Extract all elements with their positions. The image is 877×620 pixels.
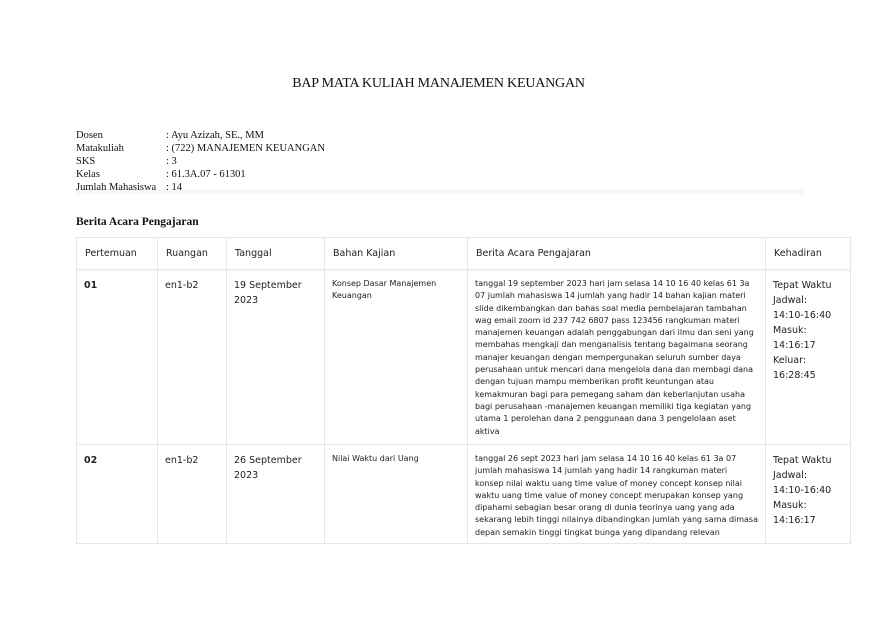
kehadiran-masuk-label: Masuk:	[773, 500, 807, 511]
info-row-matakuliah	[76, 142, 804, 155]
cell-bahan-kajian: Nilai Waktu dari Uang	[325, 445, 468, 544]
cell-bahan-kajian: Konsep Dasar Manajemen Keuangan	[325, 270, 468, 445]
header-tanggal: Tanggal	[227, 238, 325, 270]
cell-ruangan: en1-b2	[158, 445, 227, 544]
berita-acara-text: tanggal 26 sept 2023 hari jam selasa 14 10 16 40 kelas 61 3a 07 jumlah mahasiswa 14 jumlah yang hadir 14 rangkuman materi konsep nilai waktu uang time value of money concept konsep nilai waktu uang time value of money concept merupakan konsep yang dipahami sebagian besar orang di dunia teorinya uang yang ada sekarang lebih tinggi nilainya dibandingkan jumlah yang sama dimasa depan semakin tinggi tingkat bunga yang dipandang relevan	[475, 454, 758, 537]
header-bahan-kajian: Bahan Kajian	[325, 238, 468, 270]
kehadiran-jadwal-label: Jadwal:	[773, 295, 808, 306]
header-kehadiran: Kehadiran	[766, 238, 851, 270]
course-info	[76, 129, 804, 194]
info-label: Matakuliah	[76, 143, 124, 154]
info-label: SKS	[76, 156, 96, 167]
header-pertemuan: Pertemuan	[77, 238, 158, 270]
kehadiran-jadwal-value: 14:10-16:40	[773, 485, 832, 496]
info-label: Kelas	[76, 169, 100, 180]
info-value: : 14	[166, 182, 183, 193]
kehadiran-jadwal-label: Jadwal:	[773, 470, 808, 481]
table-row	[77, 270, 851, 445]
header-berita-acara: Berita Acara Pengajaran	[468, 238, 766, 270]
kehadiran-keluar-label: Keluar:	[773, 355, 807, 366]
header-ruangan: Ruangan	[158, 238, 227, 270]
cell-tanggal: 19 September 2023	[227, 270, 325, 445]
cell-pertemuan: 01	[77, 270, 158, 445]
cell-berita-acara: tanggal 19 september 2023 hari jam selasa 14 10 16 40 kelas 61 3a 07 jumlah mahasiswa 14 jumlah yang hadir 14 bahan kajian materi slide dikembangkan dan bahas soal media pembelajaran tambahan wag email zoom id 237 742 6807 pass 123456 rangkuman materi manajemen keuangan adalah penggabungan dari ilmu dan seni yang membahas mengkaji dan menganalisis tentang bagaimana seorang manajer keuangan dengan mempergunakan seluruh sumber daya perusahaan untuk mencari dana mengelola dana dan membagi dana dengan tujuan mampu memberikan profit keuntungan atau kemakmuran bagi para pemegang saham dan keberlanjutan usaha bagi perusahaan -manajemen keuangan memiliki tiga kegiatan yang utama 1 perolehan dana 2 penggunaan dana 3 pengelolaan aset aktiva	[468, 270, 766, 445]
info-row-kelas	[76, 168, 804, 181]
page-title: BAP MATA KULIAH MANAJEMEN KEUANGAN	[292, 76, 585, 91]
info-label: Dosen	[76, 130, 103, 141]
kehadiran-status: Tepat Waktu	[773, 455, 832, 466]
bap-table	[76, 237, 851, 544]
kehadiran-masuk-label: Masuk:	[773, 325, 807, 336]
info-row-sks	[76, 155, 804, 168]
info-label: Jumlah Mahasiswa	[76, 182, 157, 193]
cell-tanggal: 26 September 2023	[227, 445, 325, 544]
info-value: : Ayu Azizah, SE., MM	[166, 130, 264, 141]
table-header-row	[77, 238, 851, 270]
info-value: : (722) MANAJEMEN KEUANGAN	[166, 143, 325, 154]
cell-berita-acara	[468, 445, 766, 544]
cell-pertemuan: 02	[77, 445, 158, 544]
kehadiran-masuk-value: 14:16:17	[773, 515, 816, 526]
kehadiran-jadwal-value: 14:10-16:40	[773, 310, 832, 321]
cell-kehadiran	[766, 445, 851, 544]
info-value: : 3	[166, 156, 177, 167]
kehadiran-keluar-value: 16:28:45	[773, 370, 816, 381]
info-row-dosen	[76, 129, 804, 142]
info-value: : 61.3A.07 - 61301	[166, 169, 246, 180]
table-row	[77, 445, 851, 544]
cell-ruangan: en1-b2	[158, 270, 227, 445]
kehadiran-status: Tepat Waktu	[773, 280, 832, 291]
cell-kehadiran	[766, 270, 851, 445]
kehadiran-masuk-value: 14:16:17	[773, 340, 816, 351]
section-title: Berita Acara Pengajaran	[76, 216, 199, 228]
info-row-jumlah-mahasiswa	[76, 181, 804, 194]
